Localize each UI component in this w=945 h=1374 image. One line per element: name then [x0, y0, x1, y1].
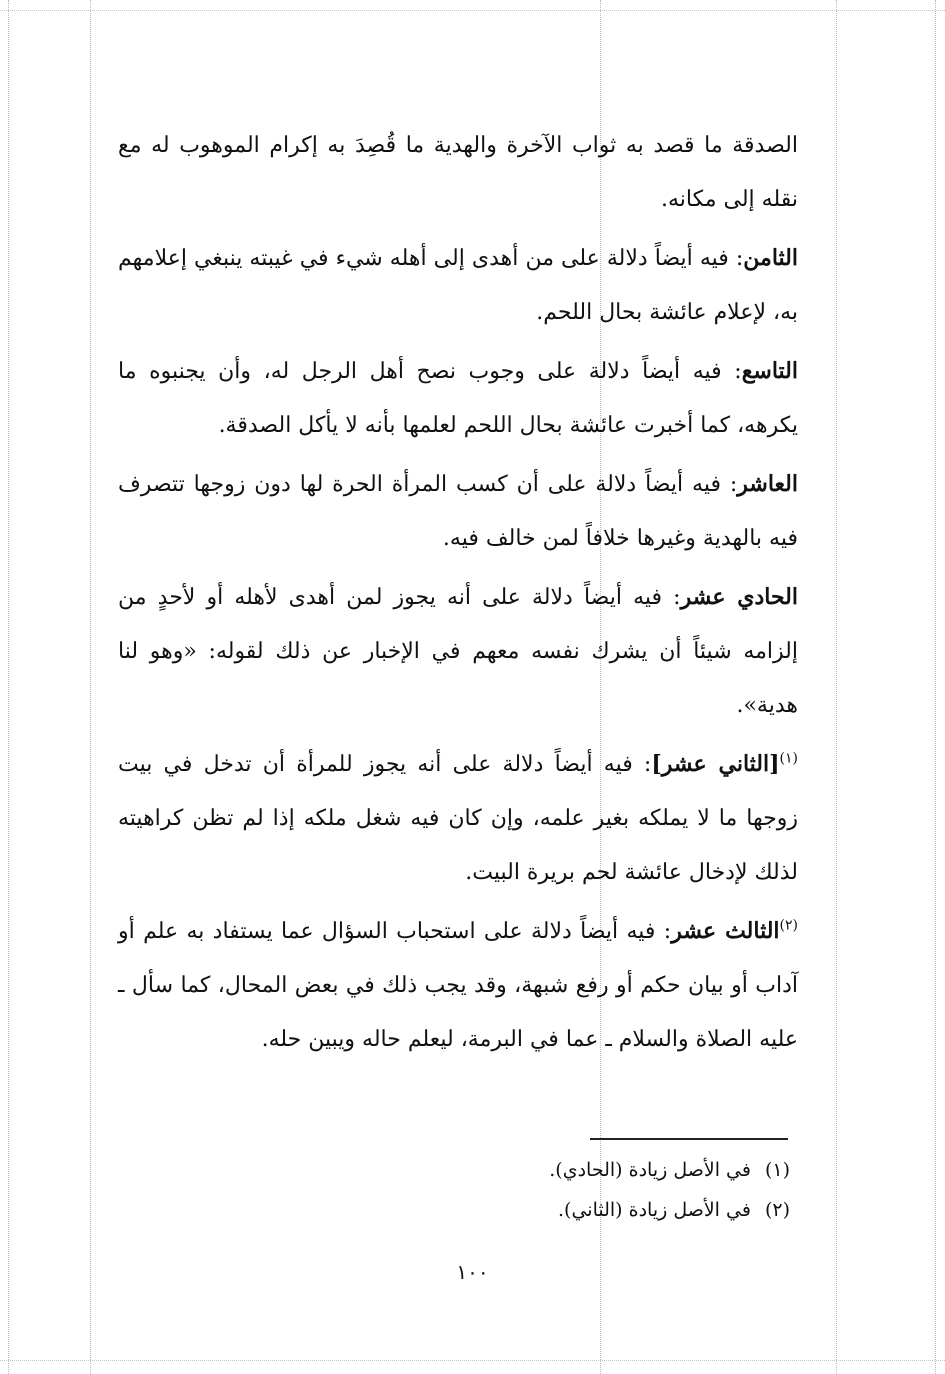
paragraph-heading: العاشر	[737, 471, 798, 497]
paragraph-heading: [الثاني عشر]	[651, 751, 780, 777]
footnote-marker: (١)	[779, 750, 798, 767]
paragraph-7	[118, 904, 798, 1067]
scan-guide-line	[8, 0, 9, 1374]
footnote-marker: (٢)	[779, 917, 799, 934]
paragraph-heading: الثامن	[743, 245, 798, 271]
scan-guide-line	[90, 0, 91, 1374]
paragraph-1	[118, 118, 798, 227]
paragraph-text: : فيه أيضاً دلالة على أنه يجوز للمرأة أن تدخل في بيت زوجها ما لا يملكه بغير علمه، وإن كان فيه شغل ملكه إذا لم تظن كراهيته لذلك لإدخال عائشة لحم بريرة البيت.	[118, 752, 798, 885]
scan-guide-line	[836, 0, 837, 1374]
paragraph-4	[118, 457, 798, 566]
scan-guide-line	[0, 10, 945, 11]
paragraph-text: الصدقة ما قصد به ثواب الآخرة والهدية ما قُصِدَ به إكرام الموهوب له مع نقله إلى مكانه.	[118, 133, 798, 212]
paragraph-6	[118, 737, 798, 900]
paragraph-text: : فيه أيضاً دلالة على من أهدى إلى أهله شيء في غيبته ينبغي إعلامهم به، لإعلام عائشة بحال اللحم.	[118, 246, 798, 325]
scan-guide-line	[0, 1360, 945, 1361]
page-body	[118, 118, 798, 1071]
paragraph-3	[118, 344, 798, 453]
paragraph-text: : فيه أيضاً دلالة على وجوب نصح أهل الرجل له، وأن يجنبوه ما يكرهه، كما أخبرت عائشة بحال اللحم لعلمها بأنه لا يأكل الصدقة.	[118, 359, 798, 438]
paragraph-text: : فيه أيضاً دلالة على أنه يجوز لمن أهدى لأهله أو لأحدٍ من إلزامه شيئاً أن يشرك نفسه معهم في الإخبار عن ذلك لقوله: «وهو لنا هدية».	[118, 585, 798, 718]
paragraph-heading: التاسع	[741, 358, 798, 384]
footnote-2	[118, 1190, 790, 1230]
footnote-text: في الأصل زيادة (الحادي).	[549, 1159, 751, 1181]
paragraph-text: : فيه أيضاً دلالة على استحباب السؤال عما يستفاد به علم أو آداب أو بيان حكم أو رفع شبهة، وقد يجب ذلك في بعض المحال، كما سأل ـ عليه الصلاة والسلام ـ عما في البرمة، ليعلم حاله ويبين حله.	[118, 919, 798, 1052]
footnote-number: (١)	[764, 1159, 790, 1181]
footnote-number: (٢)	[764, 1199, 790, 1221]
paragraph-5	[118, 570, 798, 733]
scan-guide-line	[935, 0, 936, 1374]
footnote-1	[118, 1150, 790, 1190]
paragraph-heading: الثالث عشر	[671, 918, 780, 944]
paragraph-heading: الحادي عشر	[680, 584, 798, 610]
footnote-separator	[590, 1138, 788, 1140]
paragraph-2	[118, 231, 798, 340]
paragraph-text: : فيه أيضاً دلالة على أن كسب المرأة الحرة لها دون زوجها تتصرف فيه بالهدية وغيرها خلافاً لمن خالف فيه.	[118, 472, 798, 551]
page-number: ١٠٠	[456, 1260, 489, 1284]
footnotes	[118, 1150, 790, 1230]
footnote-text: في الأصل زيادة (الثاني).	[558, 1199, 751, 1221]
